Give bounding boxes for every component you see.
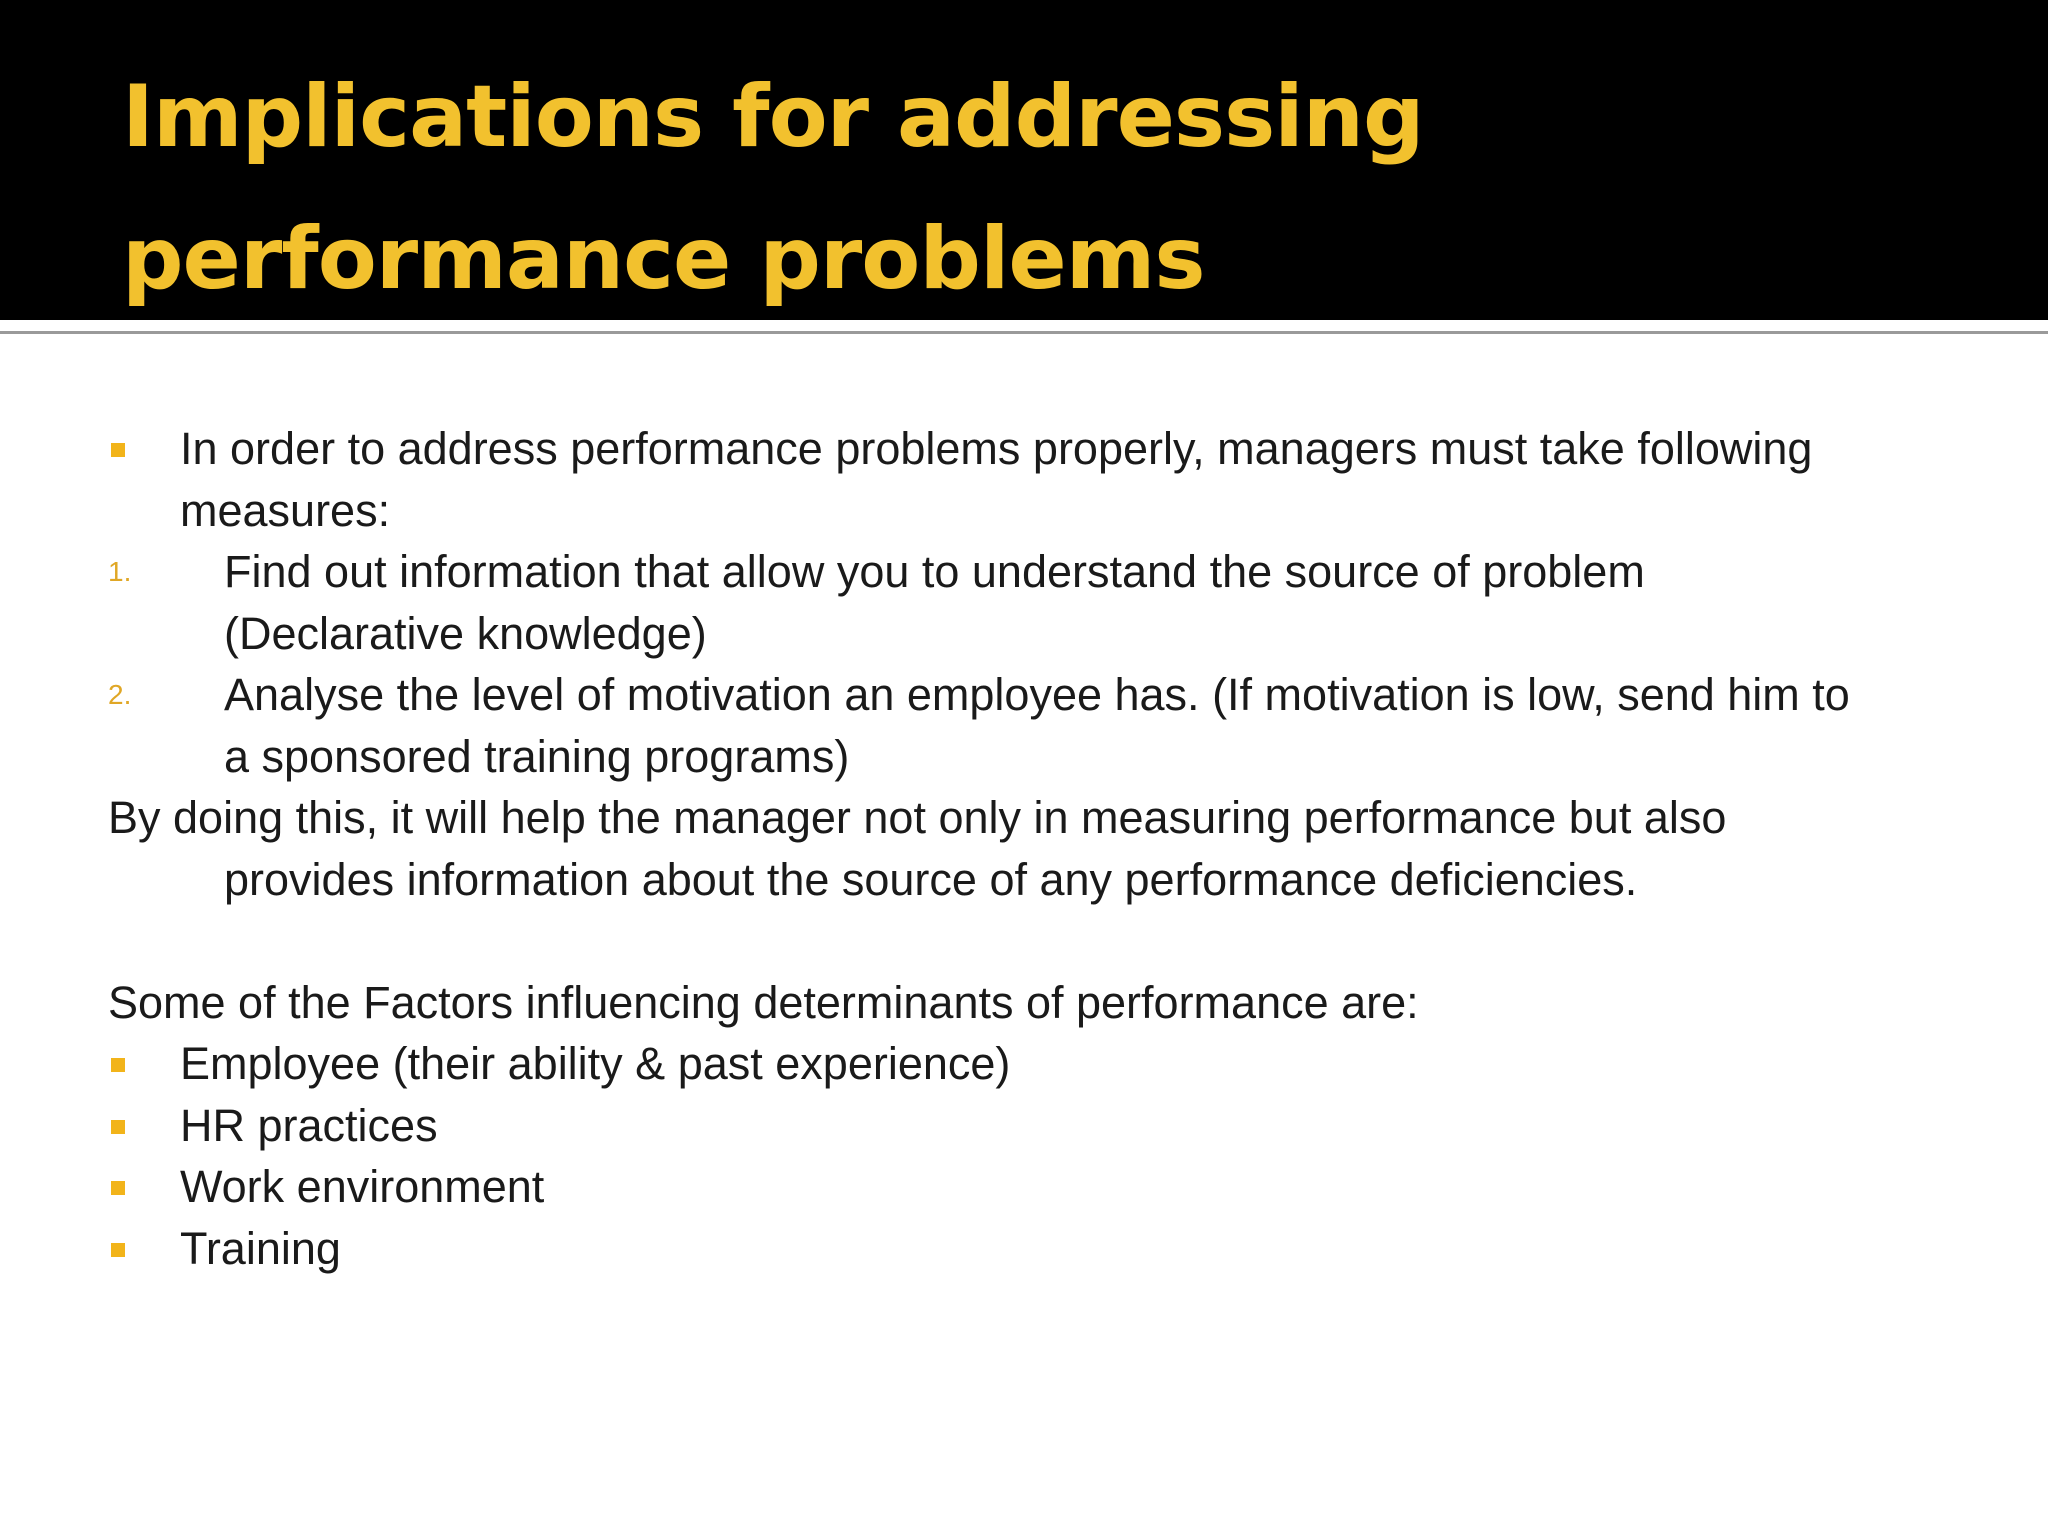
factor-work-environment: Work environment	[180, 1161, 545, 1212]
numbered-item-1	[108, 541, 2008, 664]
spacer	[108, 910, 2008, 972]
intro-line-1: In order to address performance problems properly, managers must take following	[180, 423, 1813, 474]
title-band	[0, 0, 2048, 320]
numbered-item-2-line-2: a sponsored training programs)	[224, 730, 850, 782]
numbered-item-2-line-1: Analyse the level of motivation an employee has. (If motivation is low, send him to	[224, 669, 1850, 720]
item-number: 2.	[108, 679, 132, 710]
square-bullet-icon	[111, 1058, 125, 1072]
factor-employee: Employee (their ability & past experience)	[180, 1038, 1011, 1089]
list-item	[108, 1156, 2008, 1218]
square-bullet-icon	[111, 1243, 125, 1257]
list-item	[108, 1218, 2008, 1280]
slide-body	[108, 418, 2008, 1279]
intro-line-2: measures:	[180, 484, 391, 536]
title-line-1: Implications for addressing	[122, 67, 1424, 167]
title-divider	[0, 331, 2048, 334]
numbered-item-2	[108, 664, 2008, 787]
factor-hr-practices: HR practices	[180, 1099, 438, 1151]
factors-heading: Some of the Factors influencing determinants of performance are:	[108, 976, 1419, 1028]
title-line-2: performance problems	[122, 209, 1205, 309]
square-bullet-icon	[111, 443, 125, 457]
square-bullet-icon	[111, 1120, 125, 1134]
numbered-item-1-line-2: (Declarative knowledge)	[224, 607, 707, 659]
list-item	[108, 1095, 2008, 1157]
intro-bullet	[108, 418, 2008, 541]
list-item	[108, 1033, 2008, 1095]
square-bullet-icon	[111, 1181, 125, 1195]
conclusion-line-2: provides information about the source of any performance deficiencies.	[224, 853, 1638, 905]
slide-title	[122, 46, 1922, 330]
conclusion-paragraph	[108, 787, 2008, 910]
conclusion-line-1: By doing this, it will help the manager not only in measuring performance but also	[108, 792, 1727, 843]
factor-training: Training	[180, 1222, 341, 1274]
item-number: 1.	[108, 556, 132, 587]
numbered-item-1-line-1: Find out information that allow you to understand the source of problem	[224, 546, 1645, 597]
